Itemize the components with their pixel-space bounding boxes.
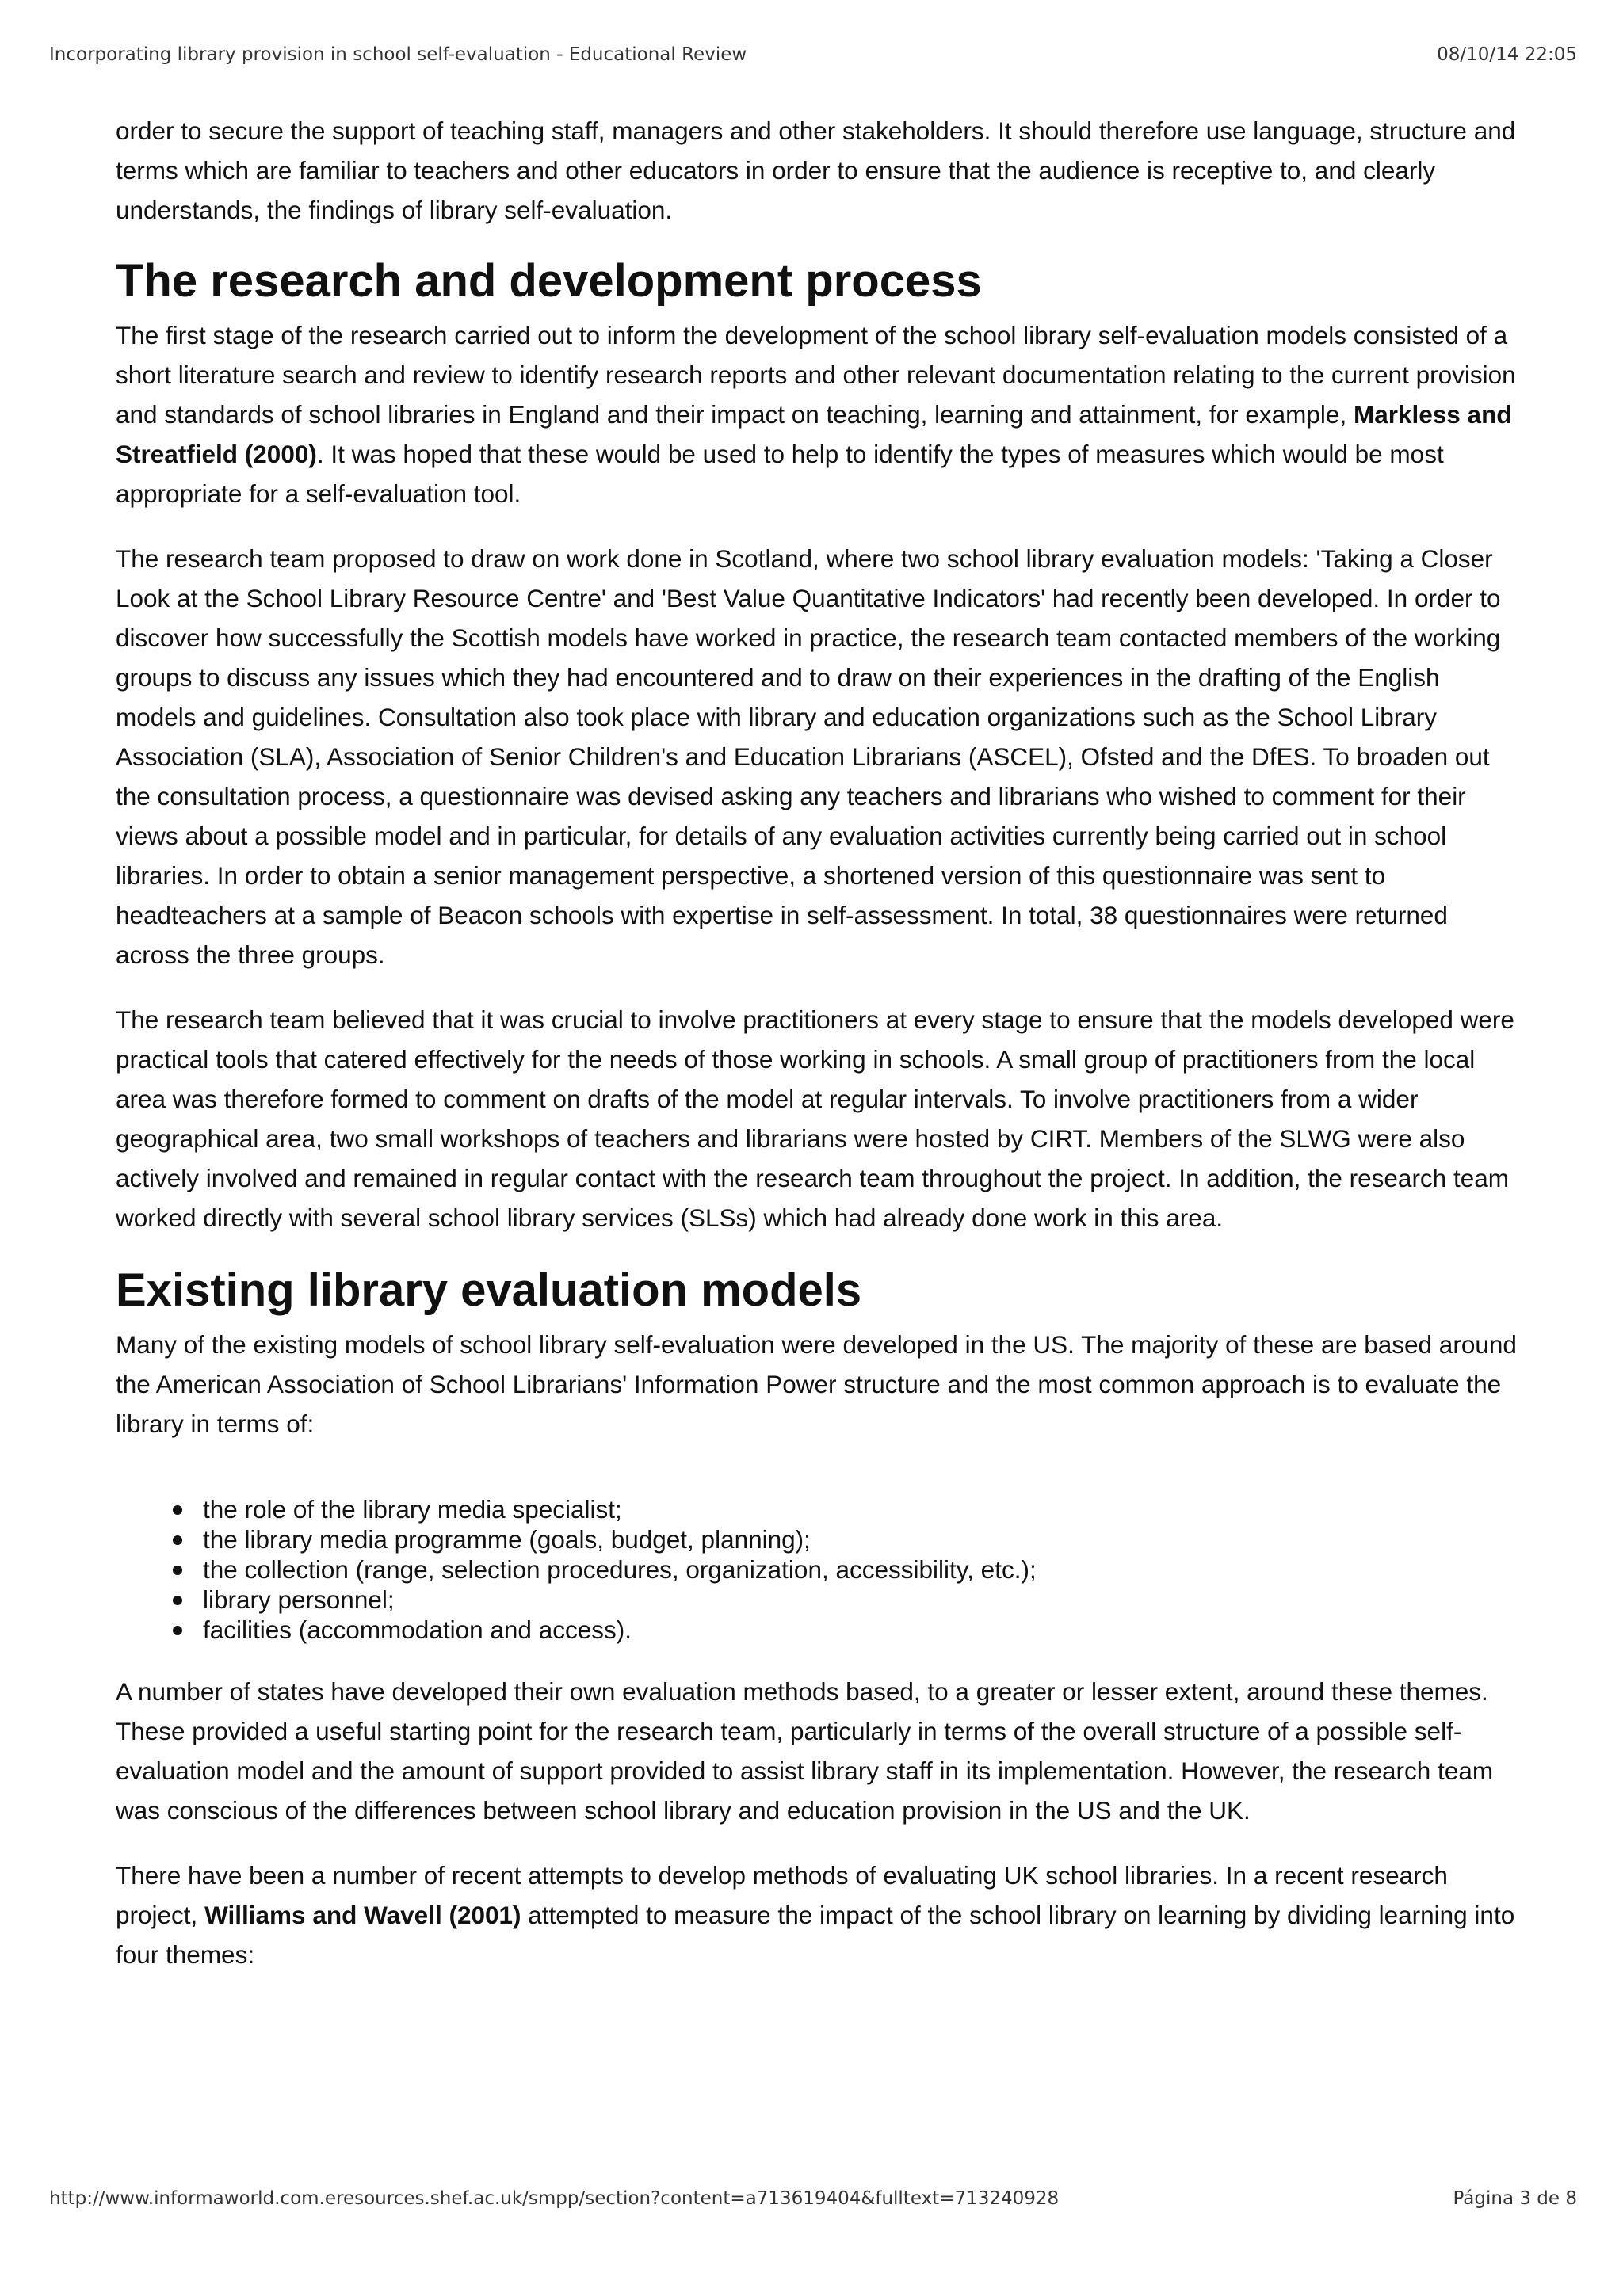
page-number: Página 3 de 8 (1453, 2188, 1577, 2209)
bullet-icon (173, 1566, 182, 1575)
paragraph-text: There have been a number of recent attempts to develop methods of evaluating UK school libraries. In a recent research project, (116, 1861, 1448, 1929)
page-url: http://www.informaworld.com.eresources.shef.ac.uk/smpp/section?content=a713619404&fulltext=713240928 (49, 2188, 1060, 2209)
paragraph-text: attempted to measure the impact of the school library on learning by dividing learning into four themes: (116, 1901, 1515, 1969)
section-heading-existing-models: Existing library evaluation models (116, 1264, 862, 1316)
list-item: the library media programme (goals, budget, planning); (203, 1524, 1526, 1554)
paragraph (116, 315, 1526, 513)
paragraph: The research team believed that it was crucial to involve practitioners at every stage to ensure that the models developed were practical tools that catered effectively for the needs of those working in schools. A small group of practitioners from the local area was therefore formed to comment on drafts of the model at regular intervals. To involve practitioners from a wider geographical area, two small workshops of teachers and librarians were hosted by CIRT. Members of the SLWG were also actively involved and remained in regular contact with the research team throughout the project. In addition, the research team worked directly with several school library services (SLSs) which had already done work in this area. (116, 1005, 1514, 1232)
section-heading-research-process: The research and development process (116, 255, 982, 307)
bullet-icon (173, 1535, 182, 1545)
print-datetime: 08/10/14 22:05 (1437, 44, 1577, 65)
paragraph (116, 1855, 1526, 1974)
paragraph: Many of the existing models of school library self-evaluation were developed in the US. The majority of these are based around the American Association of School Librarians' Information Power structure and the most common approach is to evaluate the library in terms of: (116, 1330, 1517, 1438)
list-item: the role of the library media specialist; (203, 1494, 1526, 1524)
list-item: library personnel; (203, 1585, 1526, 1615)
paragraph: The research team proposed to draw on work done in Scotland, where two school library evaluation models: 'Taking a Closer Look at the School Library Resource Centre' and 'Best Value Quantitative Indicators' had recently been developed. In order to discover how successfully the Scottish models have worked in practice, the research team contacted members of the working groups to discuss any issues which they had encountered and to draw on their experiences in the drafting of the English models and guidelines. Consultation also took place with library and education organizations such as the School Library Association (SLA), Association of Senior Children's and Education Librarians (ASCEL), Ofsted and the DfES. To broaden out the consultation process, a questionnaire was devised asking any teachers and librarians who wished to comment for their views about a possible model and in particular, for details of any evaluation activities currently being carried out in school libraries. In order to obtain a senior management perspective, a shortened version of this questionnaire was sent to headteachers at a sample of Beacon schools with expertise in self-assessment. In total, 38 questionnaires were returned across the three groups. (116, 544, 1501, 969)
bullet-icon (173, 1505, 182, 1515)
citation-link[interactable]: Markless and Streatfield (2000) (116, 400, 1512, 468)
print-header (49, 44, 1577, 65)
list-item: the collection (range, selection procedures, organization, accessibility, etc.); (203, 1554, 1526, 1585)
bullet-icon (173, 1596, 182, 1605)
article-body (116, 111, 1526, 2000)
paragraph-text: . It was hoped that these would be used to help to identify the types of measures which would be most appropriate for a self-evaluation tool. (116, 440, 1444, 508)
print-footer (49, 2188, 1577, 2209)
paragraph-text: The first stage of the research carried out to inform the development of the school library self-evaluation models consisted of a short literature search and review to identify research reports and other relevant documentation relating to the current provision and standards of school libraries in England and their impact on teaching, learning and attainment, for example, (116, 321, 1516, 429)
document-title: Incorporating library provision in school self-evaluation - Educational Review (49, 44, 747, 65)
evaluation-areas-list (116, 1494, 1526, 1645)
list-spacer (116, 1469, 1526, 1494)
citation-link[interactable]: Williams and Wavell (2001) (204, 1901, 521, 1929)
intro-paragraph: order to secure the support of teaching staff, managers and other stakeholders. It should therefore use language, structure and terms which are familiar to teachers and other educators in order to ensure that the audience is receptive to, and clearly understands, the findings of library self-evaluation. (116, 116, 1516, 224)
bullet-icon (173, 1626, 182, 1635)
list-item: facilities (accommodation and access). (203, 1615, 1526, 1645)
paragraph: A number of states have developed their own evaluation methods based, to a greater or lesser extent, around these themes. These provided a useful starting point for the research team, particularly in terms of the overall structure of a possible self-evaluation model and the amount of support provided to assist library staff in its implementation. However, the research team was conscious of the differences between school library and education provision in the US and the UK. (116, 1677, 1494, 1825)
